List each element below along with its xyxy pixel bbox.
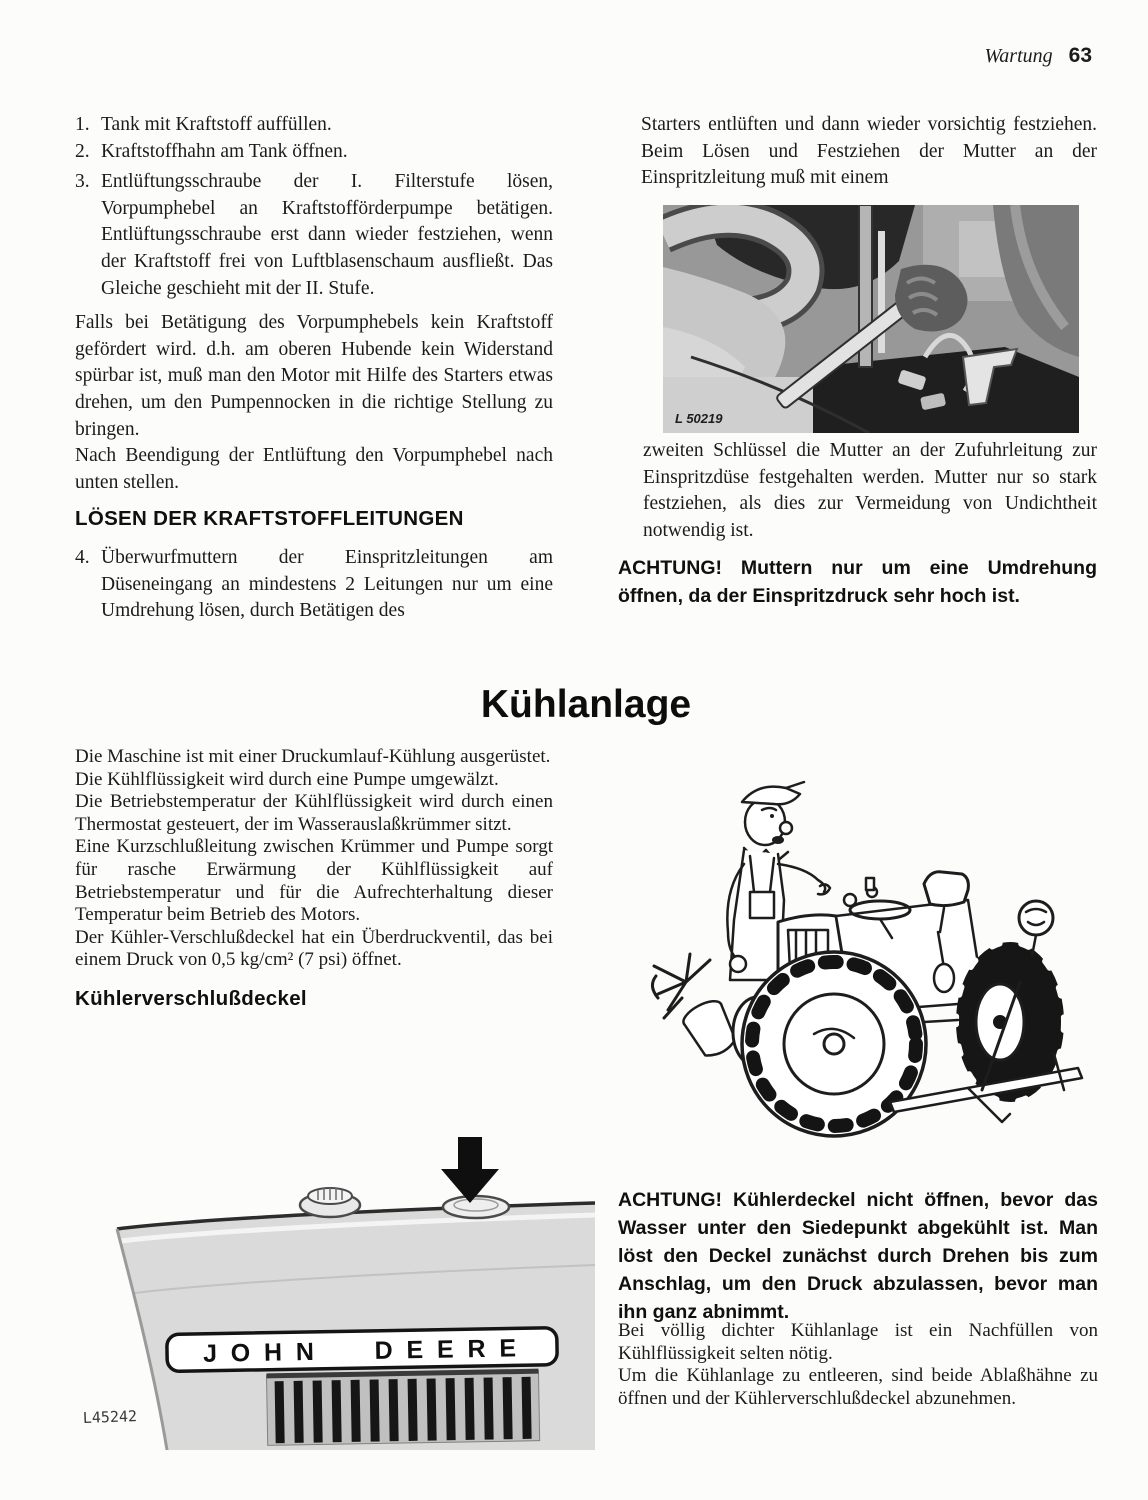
section-heading-fuel-lines: LÖSEN DER KRAFTSTOFFLEITUNGEN bbox=[75, 507, 464, 531]
page-number: 63 bbox=[1068, 44, 1092, 67]
chapter-running-title: Wartung bbox=[984, 45, 1053, 67]
list-number: 3. bbox=[75, 171, 90, 193]
photo-reference-label: L 50219 bbox=[675, 411, 723, 426]
cooling-paragraph: Die Kühlflüssigkeit wird durch eine Pumpe umgewälzt. bbox=[75, 768, 499, 790]
fuel-cap-icon bbox=[300, 1188, 360, 1217]
brand-text: JOHN DEERE bbox=[202, 1334, 526, 1368]
list-text: Entlüftungsschraube der I. Filterstufe lösen, Vorpumphebel an Kraftstofförderpumpe betätigen. Entlüftungsschraube erst dann wieder festziehen, wenn der Kraftstoff frei von Luftblasenschaum ausfließt. Das Gleiche geschieht mit der II. Stufe. bbox=[101, 171, 553, 299]
running-header bbox=[984, 44, 1092, 68]
cooling-paragraph-drain: Um die Kühlanlage zu entleeren, sind beide Ablaßhähne zu öffnen und der Kühlerverschlußdeckel abzunehmen. bbox=[618, 1365, 1098, 1409]
list-text: Tank mit Kraftstoff auffüllen. bbox=[101, 114, 332, 135]
paragraph-continuation: Starters entlüften und dann wieder vorsichtig festziehen. Beim Lösen und Festziehen der Mutter an der Einspritzleitung muß mit einem bbox=[641, 114, 1097, 189]
tractor-cartoon-figure bbox=[638, 770, 1110, 1168]
radiator-cap-icon bbox=[443, 1196, 509, 1218]
chapter-title-cooling: Kühlanlage bbox=[480, 683, 692, 726]
cooling-paragraph: Eine Kurzschlußleitung zwischen Krümmer und Pumpe sorgt für rasche Erwärmung der Kühlflüssigkeit auf Betriebstemperatur und für die Aufrechterhaltung dieser Temperatur beim Betrieb des Motors. bbox=[75, 836, 553, 926]
cooling-paragraph: Der Kühler-Verschlußdeckel hat ein Überdruckventil, das bei einem Druck von 0,5 kg/cm² (7 psi) öffnet. bbox=[75, 926, 553, 971]
list-number: 2. bbox=[75, 140, 90, 162]
right-column-top bbox=[641, 112, 1097, 192]
grille bbox=[266, 1369, 539, 1446]
hood-drawing bbox=[75, 1133, 595, 1450]
figure-reference-label: L45242 bbox=[82, 1407, 138, 1427]
paragraph-priming: Falls bei Betätigung des Vorpumphebels kein Kraftstoff gefördert wird. d.h. am oberen Hubende kein Widerstand spürbar ist, muß man den Motor mit Hilfe des Starters etwas drehen, um den Pumpennocken in die richtige Stellung zu bringen. bbox=[75, 312, 553, 440]
cooling-paragraph-refill: Bei völlig dichter Kühlanlage ist ein Nachfüllen von Kühlflüssigkeit selten nötig. bbox=[618, 1320, 1098, 1364]
list-item-2 bbox=[75, 139, 553, 166]
cooling-right-column-bottom bbox=[618, 1320, 1098, 1410]
pointer-arrow-icon bbox=[441, 1137, 499, 1203]
radiator-cap-figure bbox=[75, 1133, 595, 1450]
cooling-paragraph: Die Maschine ist mit einer Druckumlauf-Kühlung ausgerüstet. bbox=[75, 746, 551, 767]
paragraph-second-wrench: zweiten Schlüssel die Mutter an der Zufuhrleitung zur Einspritzdüse festgehalten werden. Mutter nur so stark festziehen, als dies zur Vermeidung von Undichtheit notwendig ist. bbox=[643, 440, 1097, 541]
list-number: 1. bbox=[75, 114, 90, 135]
list-text: Überwurfmuttern der Einspritzleitungen am Düseneingang an mindestens 2 Leitungen nur um eine Umdrehung lösen, durch Betätigen des bbox=[101, 546, 553, 622]
list-number: 4. bbox=[75, 546, 90, 568]
right-column-after-photo bbox=[643, 438, 1097, 544]
brand-band bbox=[167, 1328, 558, 1372]
fuel-bleeding-left-column bbox=[75, 112, 553, 625]
tractor-cartoon-drawing bbox=[638, 770, 1110, 1168]
cooling-paragraph: Die Betriebstemperatur der Kühlflüssigkeit wird durch einen Thermostat gesteuert, der im Wasserauslaßkrümmer sitzt. bbox=[75, 791, 553, 835]
cooling-left-column bbox=[75, 746, 553, 1011]
list-item-4 bbox=[75, 545, 553, 625]
engine-photo-illustration bbox=[663, 205, 1079, 433]
list-item-3 bbox=[75, 169, 553, 302]
subsection-heading-radiator-cap: Kühlerverschlußdeckel bbox=[75, 986, 307, 1010]
paragraph-lever-down: Nach Beendigung der Entlüftung den Vorpumphebel nach unten stellen. bbox=[75, 445, 553, 493]
injection-line-photo bbox=[663, 205, 1079, 433]
list-text: Kraftstoffhahn am Tank öffnen. bbox=[101, 140, 348, 162]
list-item-1 bbox=[75, 112, 553, 139]
warning-radiator-cap: ACHTUNG! Kühlerdeckel nicht öffnen, bevor das Wasser unter den Siedepunkt abgekühlt ist. Man löst den Deckel zunächst durch Drehen bis zum Anschlag, um den Druck abzulassen, bevor man ihn ganz abnimmt. bbox=[618, 1189, 1098, 1323]
warning-injection-pressure: ACHTUNG! Muttern nur um eine Umdrehung öffnen, da der Einspritzdruck sehr hoch ist. bbox=[618, 557, 1097, 607]
